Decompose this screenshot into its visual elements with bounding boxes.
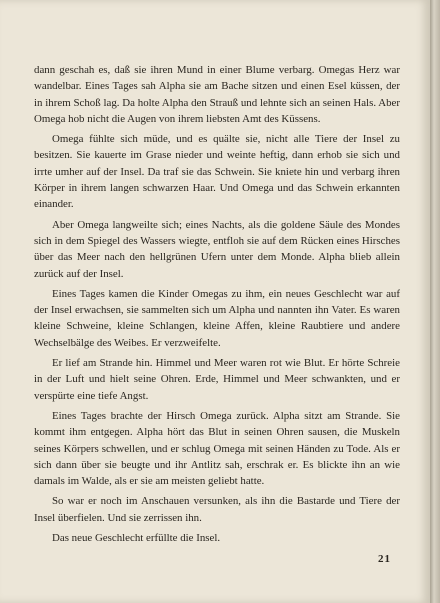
page-edge [430, 0, 440, 603]
paragraph: dann geschah es, daß sie ihren Mund in einer Blume verbarg. Omegas Herz war wandelbar. Eines Tages sah Alpha sie am Bache sitzen und einen Esel küssen, der in ihrem Schoß lag. Da holte Alpha den Strauß und lehnte sich an seinen Hals. Aber Omega hob nicht die Augen von ihrem liebsten Amt des Küssens. [34, 64, 400, 125]
paragraph: Das neue Geschlecht erfüllte die Insel. [52, 532, 221, 545]
paragraph: Er lief am Strande hin. Himmel und Meer waren rot wie Blut. Er hörte Schreie in der Luft und hielt seine Ohren. Erde, Himmel und Meer schwankten, und er verspürte eine tiefe Angst. [34, 357, 400, 402]
paragraph: Omega fühlte sich müde, und es quälte sie, nicht alle Tiere der Insel zu besitzen. Sie kauerte im Grase nieder und weinte heftig, dann erhob sie sich und irrte umher auf der Insel. Da traf sie das Schwein. Sie kniete hin und verbarg ihren Körper in ihrem langen schwarzen Haar. Und Omega und das Schwein erkannten einander. [34, 133, 400, 211]
body-text [34, 62, 400, 546]
paragraph: So war er noch im Anschauen versunken, als ihn die Bastarde und Tiere der Insel überfielen. Und sie zerrissen ihn. [34, 495, 400, 524]
paragraph: Eines Tages kamen die Kinder Omegas zu ihm, ein neues Geschlecht war auf der Insel erwachsen, sie sammelten sich um Alpha und nannten ihn Vater. Es waren kleine Schweine, kleine Schlangen, kleine Affen, kleine Raubtiere und andere Wechselbälge des Weibes. Er verzweifelte. [34, 287, 400, 349]
paragraph: Aber Omega langweilte sich; eines Nachts, als die goldene Säule des Mondes sich in dem Spiegel des Wassers wiegte, entfloh sie auf dem Rücken eines Hirsches über das Meer nach den hellgrünen Ufern unter dem Monde. Alpha blieb allein zurück auf der Insel. [34, 218, 400, 280]
page-number: 21 [378, 553, 391, 565]
paragraph: Eines Tages brachte der Hirsch Omega zurück. Alpha sitzt am Strande. Sie kommt ihm entgegen. Alpha hört das Blut in seinen Ohren sausen, die Muskeln seines Körpers schwellen, und er schlug Omega mit seinen Händen zu Tode. Als er sich dann über sie beugte und ihr Antlitz sah, erschrak er. Es blickte ihn an wie damals im Walde, als er sie am meisten geliebt hatte. [34, 409, 400, 488]
